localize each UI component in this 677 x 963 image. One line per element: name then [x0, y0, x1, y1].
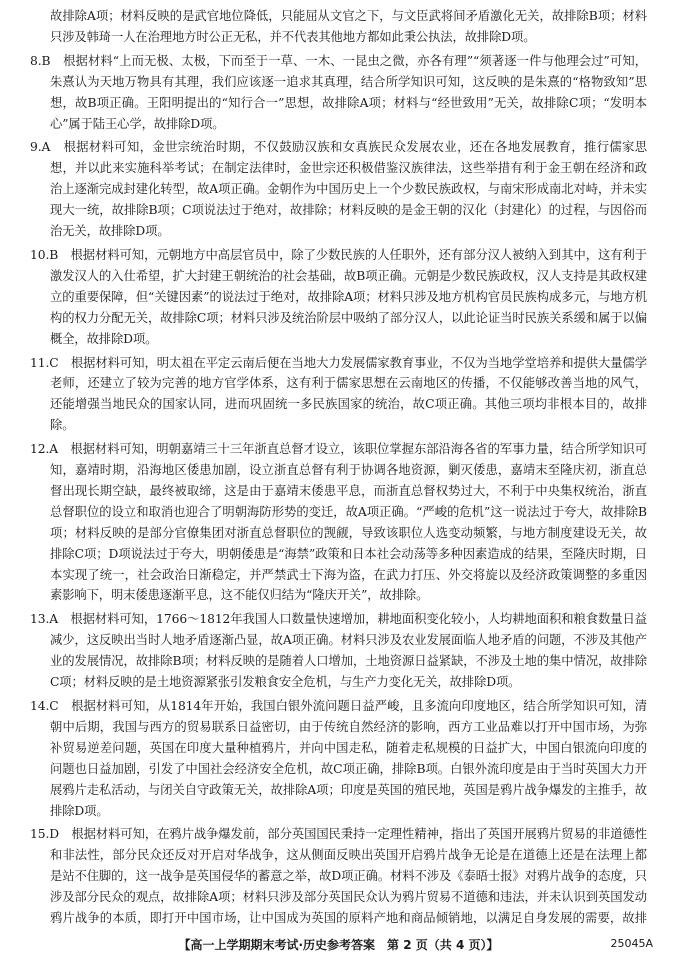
answer-11 — [30, 353, 647, 437]
answer-text: C 根据材料可知，从1814年开始，我国白银外流问题日益严峻，且多流向印度地区，结合所学知识可知，清朝中后期，我国与西方的贸易联系日益密切，由于传统自然经济的影响，西方工业品难以打开中国市场，为弥补贸易逆差问题，英国在印度大量种植鸦片，并向中国走私，随着走私规模的日益扩大，中国白银流向印度的问题也日益加剧，引发了中国社会经济安全危机，故C项正确，排除B项。白银外流印度是由于当时英国大力开展鸦片走私活动，与闭关自守政策无关，故排除A项；印度是英国的殖民地，英国是鸦片战争爆发的主推手，故排除D项。 — [49, 699, 647, 818]
answer-text: B 根据材料可知，元朝地方中高层官员中，除了少数民族的人任职外，还有部分汉人被纳入到其中，这有利于激发汉人的入仕希望，扩大封建王朝统治的社会基础，故B项正确。元朝是少数民族政权，汉人支持是其政权建立的重要保障，但“关键因素”的说法过于绝对，故排除A项；材料只涉及地方机构官员民族构成多元，与地方机构的权力分配无关，故排除C项；材料只涉及统治阶层中吸纳了部分汉人，以此论证当时民族关系缓和属于以偏概全，故排除D项。 — [49, 247, 647, 346]
answer-number: 8. — [30, 53, 42, 68]
answer-10 — [30, 245, 647, 350]
answer-number: 11. — [30, 355, 50, 370]
answer-15 — [30, 824, 647, 926]
intro-paragraph: 故排除A项；材料反映的是武官地位降低，只能屈从文官之下，与文臣武将间矛盾激化无关，故排除B项；材料只涉及韩琦一人在治理地方时公正无私，并不代表其他地方都如此秉公执法，故排除D项。 — [50, 9, 647, 44]
footer-code: 25045A — [610, 937, 653, 950]
answer-text: A 根据材料可知，1766～1812年我国人口数量快速增加，耕地面积变化较小，人均耕地面积和粮食数量日益减少，这反映出当时人地矛盾逐渐凸显，故A项正确。材料只涉及农业发展面临人地矛盾的问题，不涉及其他产业的发展情况，故排除B项；材料反映的是随着人口增加，土地资源日益紧缺，不涉及土地的集中情况，故排除C项；材料反映的是土地资源紧张引发粮食安全危机，与生产力变化无关，故排除D项。 — [49, 612, 647, 690]
answer-8 — [30, 51, 647, 135]
answer-14 — [30, 696, 647, 821]
page-footer — [0, 936, 677, 956]
answer-text: A 根据材料可知，明朝嘉靖三十三年浙直总督才设立，该职位掌握东部沿海各省的军事力量，结合所学知识可知，嘉靖时期，沿海地区倭患加剧，设立浙直总督有利于协调各地资源，剿灭倭患，嘉靖末至隆庆初，浙直总督出现长期空缺，最终被取缔，这是由于嘉靖末倭患平息，而浙直总督权势过大，不利于中央集权统治，浙直总督职位的设立和取消也迎合了明朝海防形势的变迁，故A项正确。“严峻的危机”这一说法过于夸大，故排除B项；材料反映的是部分官僚集团对浙直总督职位的觊觎，导致该职位人选变动频繁，与地方制度建设无关，故排除C项；D项说法过于夸大，明朝倭患是“海禁”政策和日本社会动荡等多种因素造成的结果，至隆庆时期，日本实现了统一，社会政治日渐稳定，并严禁武士下海为盗，在武力打压、外交将旋以及经济政策调整的多重因素影响下，明末倭患逐渐平息，这不能仅归结为“隆庆开关”，故排除。 — [49, 442, 647, 603]
answer-number: 10. — [30, 247, 50, 262]
answer-12 — [30, 439, 647, 606]
answer-number: 12. — [30, 442, 50, 457]
answer-text: B 根据材料“上而无极、太极，下而至于一草、一木、一昆虫之微，亦各有理”“须著逐一件与他理会过”可知，朱熹认为天地万物具有其理，我们应该逐一追求其真理，结合所学知识可知，这反映的是朱熹的“格物致知”思想，故B项正确。王阳明提出的“知行合一”思想，故排除A项；材料与“经世致用”无关，故排除C项；“发明本心”属于陆王心学，故排除D项。 — [41, 53, 647, 131]
answer-number: 15. — [30, 827, 50, 842]
footer-title: 【高一上学期期末考试·历史参考答案 第 2 页（共 4 页）】 — [178, 938, 499, 952]
answer-number: 14. — [30, 699, 50, 713]
answer-number: 9. — [30, 140, 42, 155]
answer-9 — [30, 137, 647, 242]
answer-page — [30, 6, 647, 926]
answer-text: A 根据材料可知，金世宗统治时期，不仅鼓励汉族和女真族民众发展农业，还在各地发展教育，推行儒家思想，并以此来实施科举考试；在制定法律时，金世宗还积极借鉴汉族律法，这些举措有利于金王朝在经济和政治上逐渐完成封建化转型，故A项正确。金朝作为中国历史上一个少数民族政权，与南宋形成南北对峙，并未实现大一统，故排除B项；C项说法过于绝对，故排除；材料反映的是金王朝的汉化（封建化）的过程，与因俗而治无关，故排除D项。 — [41, 140, 647, 239]
answer-number: 13. — [30, 612, 50, 627]
answer-text: C 根据材料可知，明太祖在平定云南后便在当地大力发展儒家教育事业，不仅为当地学堂培养和提供大量儒学老师，还建立了较为完善的地方官学体系，这有利于儒家思想在云南地区的传播，不仅能够改善当地的风气，还能增强当地民众的国家认同，进而巩固统一多民族国家的统治，故C项正确。其他三项均非根本目的，故排除。 — [49, 355, 647, 433]
answer-13 — [30, 609, 647, 693]
answer-text: D 根据材料可知，在鸦片战争爆发前，部分英国国民秉持一定理性精神，指出了英国开展鸦片贸易的非道德性和非法性，部分民众还反对开启对华战争，这从侧面反映出英国开启鸦片战争无论是在道德上还是在法理上都是站不住脚的，这一战争是英国侵华的蓄意之举，故D项正确。材料不涉及《泰晤士报》对鸦片战争的态度，只涉及部分民众的观点，故排除A项；材料只涉及部分英国民众认为鸦片贸易不道德和违法，并未认识到英国发动鸦片战争的本质，即打开中国市场，让中国成为英国的原料产地和商品倾销地，以满足自身发展的需要，故排 — [49, 827, 647, 926]
